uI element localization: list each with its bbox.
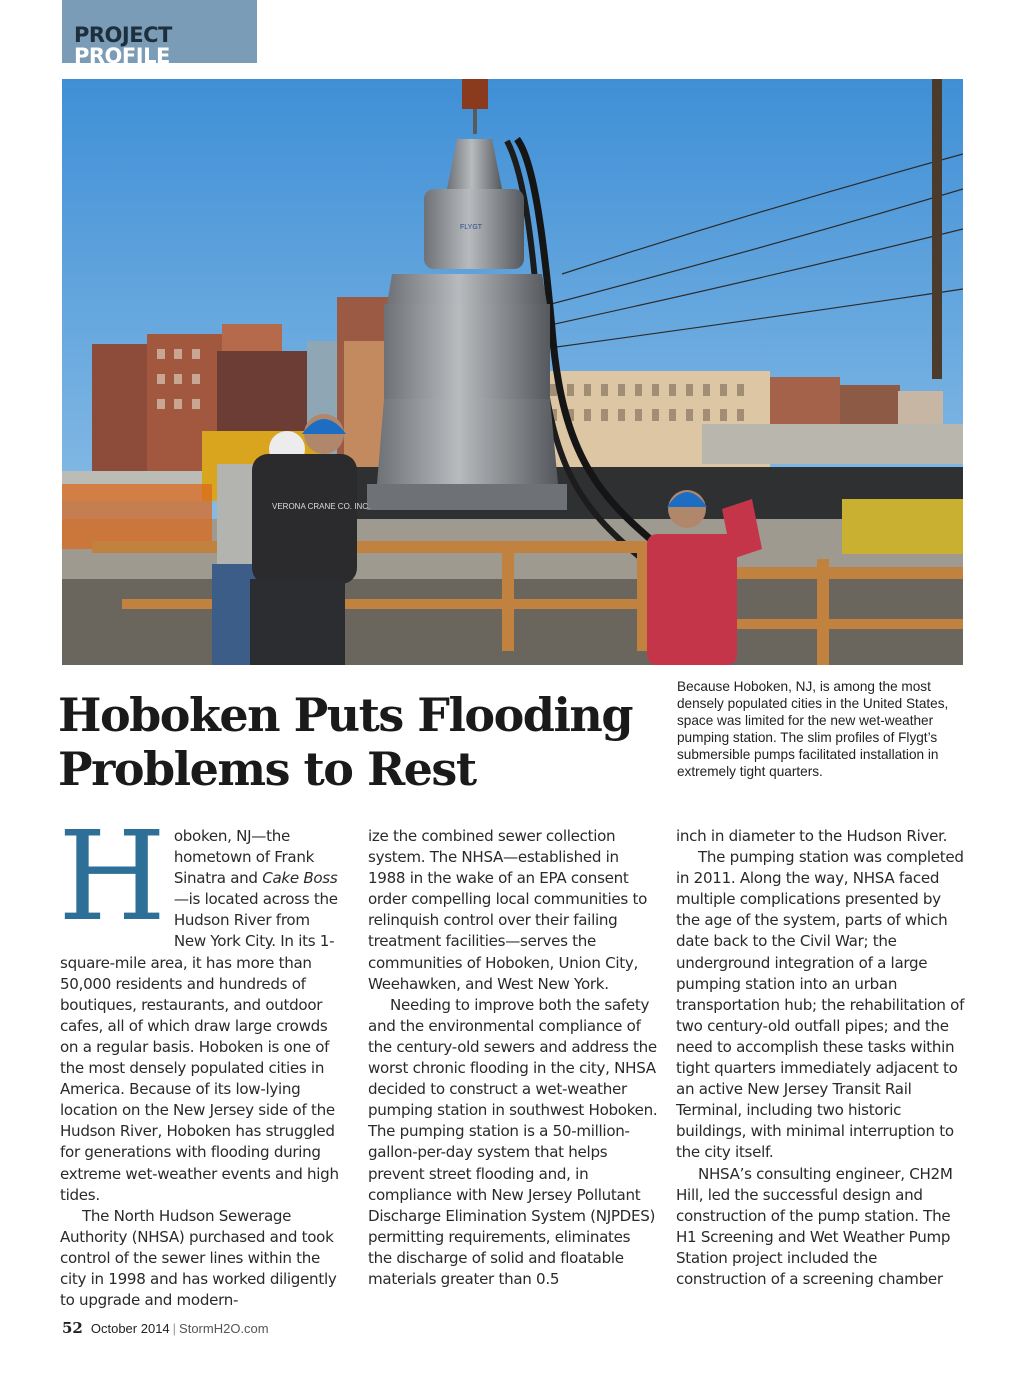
article-column-3 [676, 826, 966, 1290]
pump-logo: FLYGT [460, 224, 483, 231]
article-headline: Hoboken Puts Flooding Problems to Rest [58, 688, 633, 796]
section-word-project: PROJECT [74, 23, 172, 47]
issue-date: October 2014 [90, 1321, 170, 1336]
article-paragraph [58, 805, 342, 1206]
page-number: 52 [62, 1319, 83, 1337]
section-tab [62, 0, 257, 68]
article-paragraph: The pumping station was completed in 2011. Along the way, NHSA faced multiple complications presented by the age of the system, parts of which date back to the Civil War; the underground integration of a large pumping station into an urban transportation hub; the rehabilitation of two century-old outfall pipes; and the need to accomplish these tasks within tight quarters immediately adjacent to an active New Jersey Transit Rail Terminal, including two historic buildings, with minimal interruption to the city itself. [676, 848, 965, 1162]
section-word-profile: PROFILE [74, 44, 170, 68]
drop-cap: H [58, 805, 166, 949]
truck-shirt-text: VERONA CRANE CO. INC. [272, 502, 371, 511]
page-footer [62, 1319, 269, 1337]
article-paragraph: Needing to improve both the safety and the environmental compliance of the century-old sewers and address the worst chronic flooding in the city, NHSA decided to construct a wet-weather pumping station in southwest Hoboken. The pumping station is a 50-million-gallon-per-day system that helps prevent street flooding and, in compliance with New Jersey Pollutant Discharge Elimination System (NJPDES) permitting requirements, eliminates the discharge of solid and floatable materials greater than 0.5 [368, 995, 658, 1288]
website-link[interactable]: StormH2O.com [179, 1321, 269, 1336]
pump-installation-illustration [62, 79, 963, 665]
show-title: Cake Boss [262, 869, 338, 888]
article-paragraph: inch in diameter to the Hudson River. [676, 827, 948, 845]
paragraph-text: oboken, NJ—the hometown of Frank Sinatra and [173, 827, 315, 888]
article-column-1 [58, 805, 342, 1311]
article-column-2 [368, 826, 658, 1290]
article-paragraph: NHSA’s consulting engineer, CH2M Hill, led the successful design and construction of the pump station. The H1 Screening and Wet Weather Pump Station project included the construction of a screening chamber [676, 1164, 953, 1288]
photo-caption: Because Hoboken, NJ, is among the most densely populated cities in the United States, space was limited for the new wet-weather pumping station. The slim profiles of Flygt’s submersible pumps facilitated installation in extremely tight quarters. [677, 679, 949, 779]
feature-photo [62, 79, 963, 665]
section-label [74, 25, 257, 67]
article-paragraph: ize the combined sewer collection system. The NHSA—established in 1988 in the wake of an EPA consent order compelling local communities to relinquish control over their failing treatment facilities—serves the communities of Hoboken, Union City, Weehawken, and West New York. [368, 827, 648, 993]
article-paragraph: The North Hudson Sewerage Authority (NHSA) purchased and took control of the sewer lines within the city in 1998 and has worked diligently to upgrade and modern- [60, 1206, 337, 1310]
paragraph-text: —is located across the Hudson River from New York City. In its 1-square-mile area, it has more than 50,000 residents and hundreds of boutiques, restaurants, and outdoor cafes, all of which draw large crowds on a regular basis. Hoboken is one of the most densely populated cities in America. Because of its low-lying location on the New Jersey side of the Hudson River, Hoboken has struggled for generations with flooding during extreme wet-weather events and high tides. [60, 890, 339, 1204]
footer-separator: | [172, 1321, 177, 1336]
